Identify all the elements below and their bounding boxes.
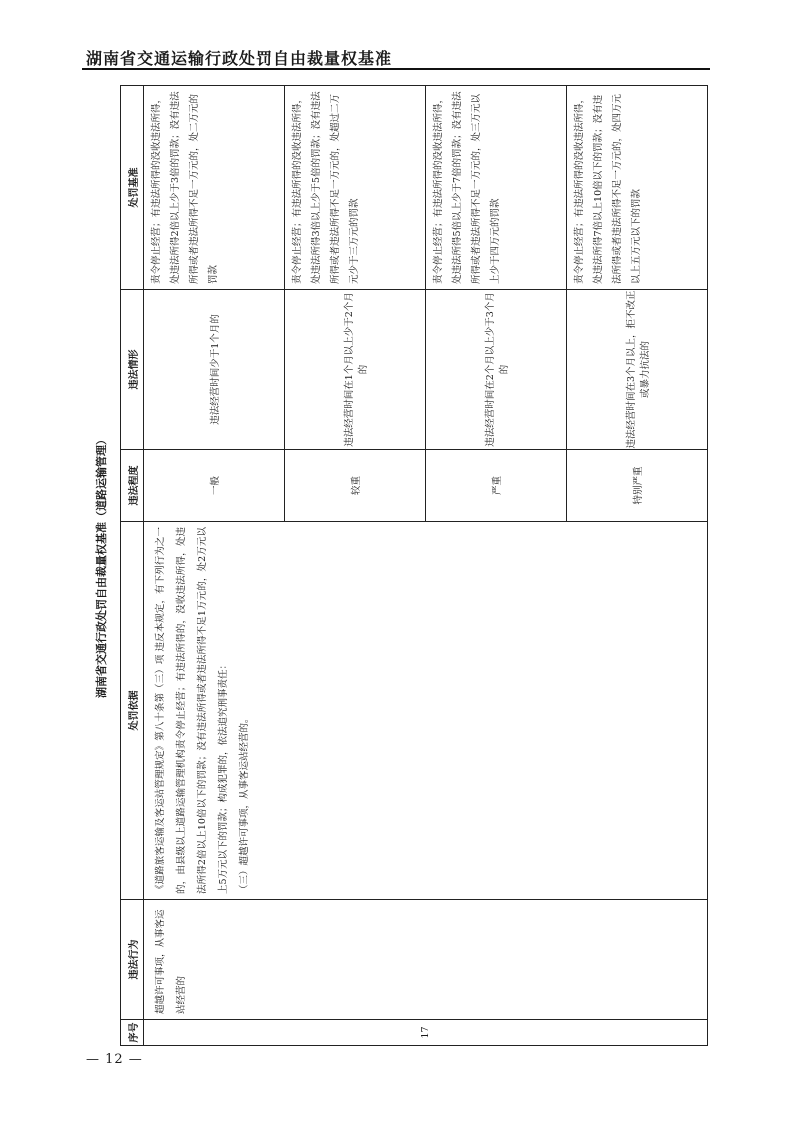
cell-basis — [144, 522, 708, 900]
cell-degree-3: 严重 — [426, 450, 567, 522]
cell-situation-3: 违法经营时间在2个月以上少于3个月的 — [426, 290, 567, 450]
cell-degree-2: 较重 — [285, 450, 426, 522]
col-header-seq: 序号 — [121, 1020, 144, 1046]
header-rule — [82, 68, 710, 70]
page-number: — 12 — — [86, 1052, 143, 1067]
cell-situation-2: 违法经营时间在1个月以上少于2个月的 — [285, 290, 426, 450]
col-header-situation: 违法情形 — [121, 290, 144, 450]
basis-paragraph-2: （三）超越许可事项，从事客运站经营的。 — [239, 713, 250, 894]
col-header-degree: 违法程度 — [121, 450, 144, 522]
cell-standard-4: 责令停止经营；有违法所得的没收违法所得，处违法所得7倍以上10倍以下的罚款；没有违法所得或者违法所得不足一万元的，处四万元以上五万元以下的罚款 — [567, 86, 708, 290]
cell-behavior: 超越许可事项，从事客运站经营的 — [144, 900, 708, 1020]
table-header-row — [121, 86, 144, 1046]
cell-situation-4: 违法经营时间在3个月以上，拒不改正或暴力抗法的 — [567, 290, 708, 450]
cell-seq: 17 — [144, 1020, 708, 1046]
cell-standard-3: 责令停止经营；有违法所得的没收违法所得，处违法所得5倍以上少于7倍的罚款；没有违法所得或者违法所得不足一万元的，处三万元以上少于四万元的罚款 — [426, 86, 567, 290]
basis-paragraph-1: 《道路旅客运输及客运站管理规定》第八十条第（三）项 违反本规定，有下列行为之一的，由县级以上道路运输管理机构责令停止经营；有违法所得的，没收违法所得，处违法所得2倍以上10倍以下的罚款；没有违法所得或者违法所得不足1万元的，处2万元以上5万元以下的罚款；构成犯罪的，依法追究刑事责任： — [155, 527, 229, 894]
cell-standard-1: 责令停止经营；有违法所得的没收违法所得，处违法所得2倍以上少于3倍的罚款；没有违法所得或者违法所得不足一万元的，处二万元的罚款 — [144, 86, 285, 290]
col-header-basis: 处罚依据 — [121, 522, 144, 900]
col-header-standard: 处罚基准 — [121, 86, 144, 290]
cell-standard-2: 责令停止经营；有违法所得的没收违法所得，处违法所得3倍以上少于5倍的罚款；没有违法所得或者违法所得不足一万元的，处超过二万元少于三万元的罚款 — [285, 86, 426, 290]
table-row — [144, 86, 285, 1046]
table-title: 湖南省交通行政处罚自由裁量权基准（道路运输管理） — [95, 434, 108, 698]
cell-degree-4: 特别严重 — [567, 450, 708, 522]
cell-degree-1: 一般 — [144, 450, 285, 522]
penalty-table — [120, 85, 708, 1046]
rotated-table-container — [86, 86, 710, 1046]
cell-situation-1: 违法经营时间少于1个月的 — [144, 290, 285, 450]
page-header-title: 湖南省交通运输行政处罚自由裁量权基准 — [86, 49, 393, 68]
col-header-behavior: 违法行为 — [121, 900, 144, 1020]
